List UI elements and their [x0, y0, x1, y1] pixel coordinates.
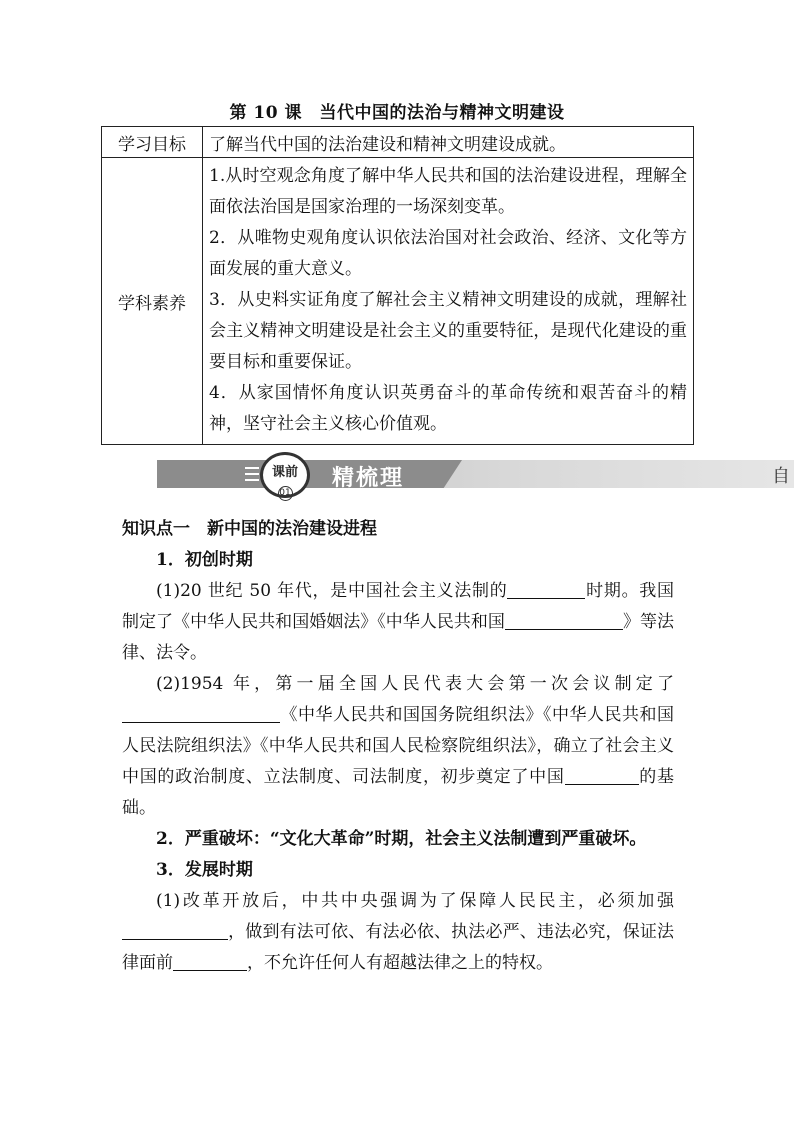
page-title: 第 10 课 当代中国的法治与精神文明建设	[229, 103, 565, 123]
main-content	[122, 514, 674, 979]
speed-lines-icon	[245, 463, 259, 485]
literacy-item: 4．从家国情怀角度认识英勇奋斗的革命传统和艰苦奋斗的精神，坚守社会主义核心价值观。	[209, 383, 687, 434]
literacy-list	[203, 158, 694, 445]
literacy-item: 3．从史料实证角度了解社会主义精神文明建设的成就，理解社会主义精神文明建设是社会主义的重要特征，是现代化建设的重要目标和重要保证。	[209, 290, 687, 372]
literacy-item: 2．从唯物史观角度认识依法治国对社会政治、经济、文化等方面发展的重大意义。	[209, 228, 687, 279]
blank-line	[505, 611, 623, 630]
subsection-title: 3．发展时期	[156, 860, 253, 880]
blank-line	[565, 766, 639, 785]
blank-line	[122, 704, 280, 723]
table-row	[102, 127, 694, 158]
section-heading: 知识点一 新中国的法治建设进程	[122, 519, 377, 539]
learning-goals-table	[101, 126, 694, 445]
paragraph: (1)20 世纪 50 年代，是中国社会主义法制的 时期。我国制定了《中华人民共和国婚姻法》《中华人民共和国 》等法律、法令。	[122, 581, 675, 663]
section-badge	[260, 452, 310, 498]
paragraph: (2)1954 年，第一届全国人民代表大会第一次会议制定了《中华人民共和国国务院组织法》《中华人民共和国人民法院组织法》《中华人民共和国人民检察院组织法》，确立了社会主义中国的政治制度、立法制度、司法制度，初步奠定了中国 的基础。	[122, 674, 675, 818]
subsection-title: 1．初创时期	[156, 550, 253, 570]
literacy-item: 1.从时空观念角度了解中华人民共和国的法治建设进程，理解全面依法治国是国家治理的一场深刻变革。	[209, 166, 687, 217]
row-text-goals: 了解当代中国的法治建设和精神文明建设成就。	[203, 127, 694, 158]
blank-line	[173, 952, 247, 971]
badge-number: 01	[278, 486, 293, 501]
blank-line	[507, 580, 585, 599]
section-banner	[157, 452, 794, 502]
paragraph: 2．严重破坏：“文化大革命”时期，社会主义法制遭到严重破坏。	[156, 829, 647, 849]
row-label-goals: 学习目标	[102, 127, 203, 158]
table-row	[102, 158, 694, 445]
banner-title: 精梳理	[332, 466, 405, 491]
paragraph: (1)改革开放后，中共中央强调为了保障人民民主，必须加强，做到有法可依、有法必依、执法必严、违法必究，保证法律面前 ，不允许任何人有超越法律之上的特权。	[122, 891, 674, 973]
banner-right-text: 自	[772, 466, 790, 487]
blank-line	[122, 921, 228, 940]
badge-label: 课前	[271, 465, 298, 480]
row-label-literacy: 学科素养	[102, 158, 203, 445]
